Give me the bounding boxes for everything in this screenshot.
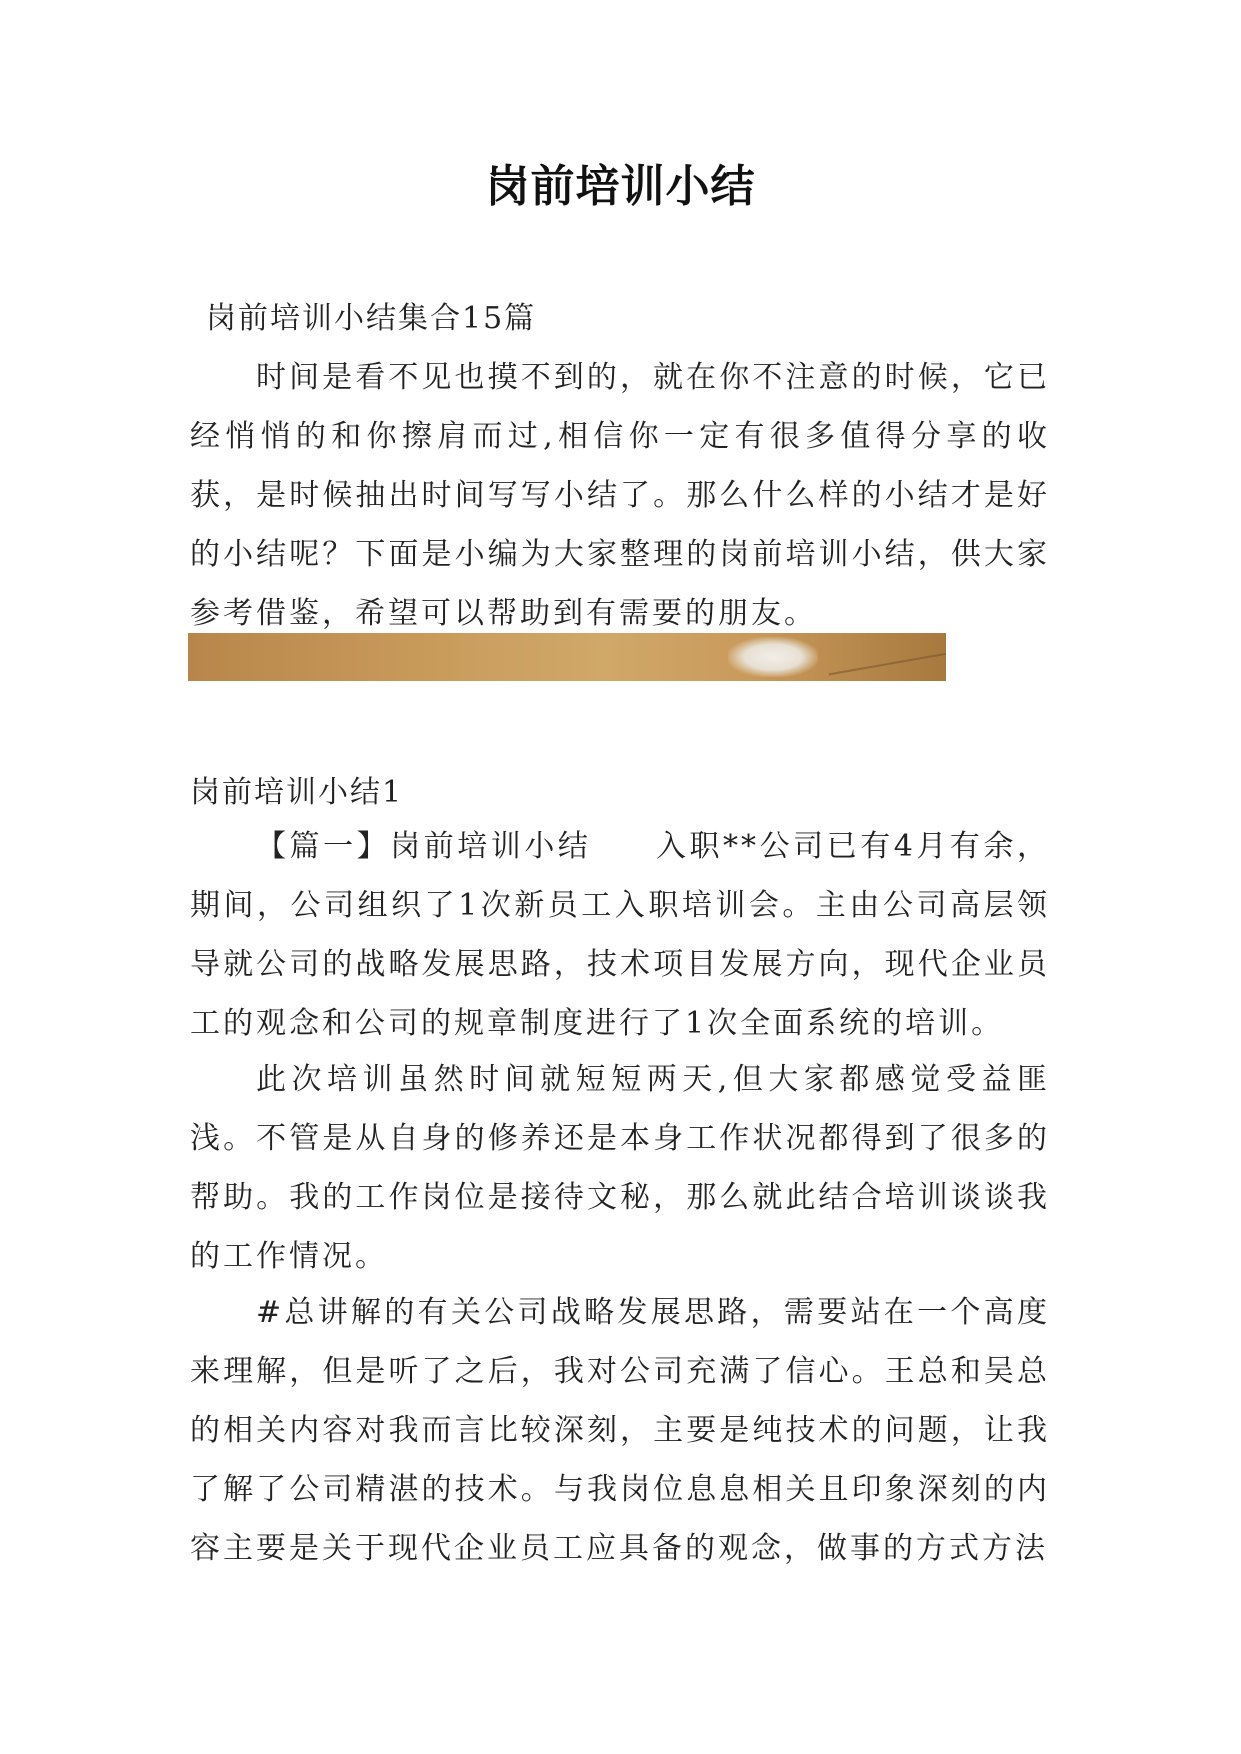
paragraph-1-body: 入职**公司已有4月有余，期间，公司组织了1次新员工入职培训会。主由公司高层领导就公司的战略发展思路，技术项目发展方向，现代企业员工的观念和公司的规章制度进行了1次全面系统的培训。 bbox=[190, 829, 1051, 1041]
paragraph-1 bbox=[190, 817, 1050, 1053]
paragraph-1-heading: 【篇一】岗前培训小结 bbox=[256, 829, 592, 864]
section-title: 岗前培训小结1 bbox=[190, 775, 404, 810]
paragraph-3: #总讲解的有关公司战略发展思路，需要站在一个高度来理解，但是听了之后，我对公司充满了信心。王总和吴总的相关内容对我而言比较深刻，主要是纯技术的问题，让我了解了公司精湛的技术。与我岗位息息相关且印象深刻的内容主要是关于现代企业员工应具备的观念，做事的方式方法 bbox=[190, 1295, 1050, 1566]
banner-stroke bbox=[829, 653, 946, 676]
document-title: 岗前培训小结 bbox=[485, 161, 756, 212]
banner-highlight bbox=[728, 637, 818, 677]
document-subtitle: 岗前培训小结集合15篇 bbox=[206, 301, 537, 336]
banner-image bbox=[188, 633, 946, 681]
paragraph-2: 此次培训虽然时间就短短两天,但大家都感觉受益匪浅。不管是从自身的修养还是本身工作状况都得到了很多的帮助。我的工作岗位是接待文秘，那么就此结合培训谈谈我的工作情况。 bbox=[190, 1062, 1050, 1274]
intro-paragraph: 时间是看不见也摸不到的，就在你不注意的时候，它已经悄悄的和你擦肩而过,相信你一定有很多值得分享的收获，是时候抽出时间写写小结了。那么什么样的小结才是好的小结呢？下面是小编为大家整理的岗前培训小结，供大家参考借鉴，希望可以帮助到有需要的朋友。 bbox=[190, 360, 1050, 631]
